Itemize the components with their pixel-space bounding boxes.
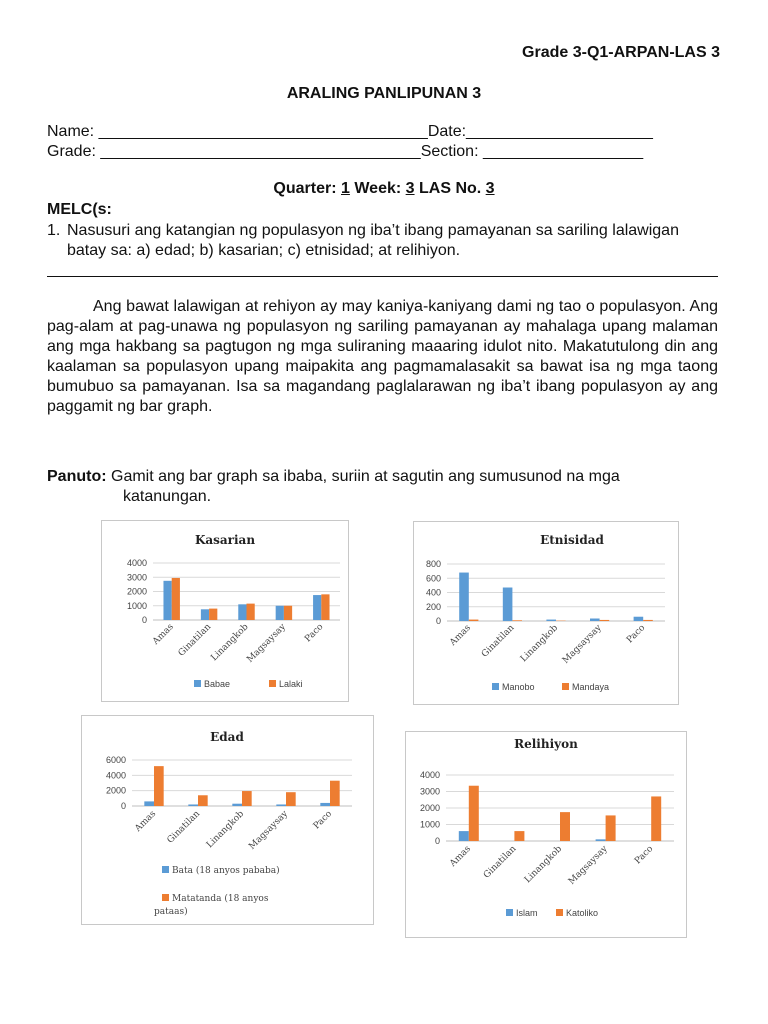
relihiyon-chart-title: Relihiyon	[514, 737, 578, 751]
kasarian-bar-series2	[321, 594, 329, 620]
edad-category-label: Ginatilan	[165, 809, 203, 846]
edad-category-label: Magsaysay	[247, 809, 291, 852]
quarter-value: 1	[341, 180, 350, 197]
etnisidad-bar-series1	[590, 619, 600, 621]
etnisidad-chart-svg	[414, 522, 678, 704]
etnisidad-category-label: Magsaysay	[560, 623, 604, 666]
etnisidad-legend-label: Mandaya	[572, 682, 610, 692]
edad-legend-label: Matatanda (18 anyos pataas)	[154, 894, 269, 917]
document-title: ARALING PANLIPUNAN 3	[286, 85, 482, 102]
etnisidad-y-tick-label: 0	[435, 616, 441, 626]
relihiyon-category-label: Ginatilan	[481, 844, 519, 881]
etnisidad-bar-series2	[512, 620, 522, 621]
relihiyon-legend-label: Katoliko	[566, 908, 599, 918]
edad-legend-swatch	[162, 894, 169, 901]
edad-y-tick-label: 2000	[105, 785, 126, 796]
document-code: Grade 3-Q1-ARPAN-LAS 3	[522, 44, 720, 61]
kasarian-bar-series1	[201, 609, 209, 620]
edad-bar-series2	[286, 792, 296, 806]
relihiyon-category-label: Amas	[448, 844, 473, 869]
melc-item-number: 1.	[47, 222, 61, 239]
name-date-line[interactable]: Name: _____________________________________Date:_____________________	[47, 123, 653, 140]
etnisidad-bar-series2	[469, 620, 479, 621]
relihiyon-category-label: Paco	[633, 844, 656, 867]
week-label: Week:	[349, 180, 406, 197]
etnisidad-bar-series1	[503, 588, 513, 621]
edad-chart-title: Edad	[210, 730, 244, 744]
grade-section-line[interactable]: Grade: ____________________________________Section: __________________	[47, 143, 644, 160]
instructions	[47, 467, 718, 507]
kasarian-legend-label: Babae	[204, 679, 231, 689]
etnisidad-bar-series2	[600, 620, 610, 621]
etnisidad-y-tick-label: 600	[425, 573, 441, 584]
relihiyon-y-tick-label: 2000	[419, 803, 440, 813]
relihiyon-bar-series2	[469, 786, 479, 841]
kasarian-bar-series1	[313, 595, 321, 620]
kasarian-bar-series2	[247, 604, 255, 620]
quarter-week-las	[0, 180, 768, 198]
edad-bar-series2	[154, 766, 164, 806]
etnisidad-y-tick-label: 800	[425, 559, 441, 569]
instructions-text-2: katanungan.	[123, 488, 212, 505]
etnisidad-category-label: Paco	[625, 623, 648, 646]
kasarian-y-tick-label: 2000	[126, 586, 147, 597]
relihiyon-legend-swatch	[506, 909, 513, 916]
relihiyon-bar-series1	[459, 831, 469, 841]
edad-category-label: Paco	[311, 809, 335, 832]
edad-legend-label: Bata (18 anyos pababa)	[172, 866, 280, 876]
relihiyon-y-tick-label: 4000	[419, 770, 440, 780]
kasarian-bar-series2	[284, 606, 292, 620]
kasarian-category-label: Magsaysay	[245, 622, 289, 665]
relihiyon-bar-series1	[596, 839, 606, 841]
edad-y-tick-label: 4000	[105, 770, 126, 781]
chart-etnisidad	[413, 521, 679, 705]
kasarian-category-label: Ginatilan	[176, 622, 214, 659]
relihiyon-bar-series2	[514, 831, 524, 841]
edad-y-tick-label: 0	[120, 801, 126, 811]
edad-category-label: Amas	[133, 809, 159, 834]
intro-paragraph	[47, 297, 718, 417]
kasarian-legend-swatch	[194, 680, 201, 687]
kasarian-y-tick-label: 0	[141, 615, 147, 625]
edad-bar-series2	[242, 791, 252, 806]
las-value: 3	[485, 180, 495, 197]
edad-bar-series1	[232, 804, 242, 806]
edad-legend-swatch	[162, 866, 169, 873]
kasarian-legend-swatch	[269, 680, 276, 687]
kasarian-chart-title: Kasarian	[194, 533, 256, 547]
etnisidad-category-label: Amas	[448, 623, 473, 648]
edad-bar-series1	[276, 804, 286, 806]
relihiyon-bar-series2	[606, 815, 616, 841]
etnisidad-y-tick-label: 200	[425, 601, 441, 612]
etnisidad-bar-series1	[546, 620, 556, 621]
etnisidad-chart-title: Etnisidad	[540, 533, 604, 547]
relihiyon-y-tick-label: 3000	[419, 786, 440, 797]
edad-bar-series1	[188, 804, 198, 806]
relihiyon-y-tick-label: 1000	[419, 819, 440, 830]
kasarian-y-tick-label: 3000	[126, 572, 147, 583]
quarter-label: Quarter:	[273, 180, 341, 197]
melc-heading: MELC(s:	[47, 201, 112, 218]
relihiyon-y-tick-label: 0	[434, 836, 440, 846]
intro-text: Ang bawat lalawigan at rehiyon ay may kaniya-kaniyang dami ng tao o populasyon. Ang pag-alam at pag-unawa ng populasyon ng sariling pamayanan ay mahalaga upang malaman ang mga hakbang sa pagtugon ng mga suliraning maaaring idulot nito. Makatutulong din ang kaalaman sa populasyon upang maipakita ang pagmamalasakit sa bawat isa ng mga taong bumubuo sa pamayanan. Isa sa magandang paglalarawan ng iba’t ibang populasyon ay ang paggamit ng bar graph.	[47, 298, 718, 415]
instructions-text-1: Gamit ang bar graph sa ibaba, suriin at sagutin ang sumusunod na mga	[106, 468, 620, 485]
kasarian-bar-series2	[172, 578, 180, 620]
etnisidad-bar-series1	[459, 573, 469, 621]
edad-bar-series2	[198, 795, 208, 806]
etnisidad-category-label: Linangkob	[518, 623, 561, 665]
etnisidad-category-label: Ginatilan	[479, 623, 517, 660]
kasarian-bar-series1	[276, 606, 284, 620]
kasarian-y-tick-label: 4000	[126, 558, 147, 568]
kasarian-bar-series1	[163, 581, 171, 620]
edad-y-tick-label: 6000	[105, 755, 126, 765]
edad-bar-series1	[320, 803, 330, 806]
relihiyon-category-label: Linangkob	[522, 844, 565, 886]
instructions-label: Panuto:	[47, 468, 107, 485]
chart-kasarian	[101, 520, 349, 702]
kasarian-chart-svg	[102, 521, 348, 701]
kasarian-legend-label: Lalaki	[279, 679, 303, 689]
separator-line	[47, 276, 718, 277]
edad-category-label: Linangkob	[204, 809, 247, 851]
las-label: LAS No.	[414, 180, 486, 197]
kasarian-y-tick-label: 1000	[126, 600, 147, 611]
etnisidad-y-tick-label: 400	[425, 587, 441, 598]
etnisidad-legend-label: Manobo	[502, 682, 535, 692]
chart-edad	[81, 715, 374, 925]
melc-item-text: Nasusuri ang katangian ng populasyon ng iba’t ibang pamayanan sa sariling lalawigan batay sa: a) edad; b) kasarian; c) etnisidad; at relihiyon.	[67, 222, 679, 259]
melc-item	[47, 221, 687, 261]
etnisidad-bar-series2	[643, 620, 653, 621]
relihiyon-bar-series2	[651, 796, 661, 841]
chart-relihiyon	[405, 731, 687, 938]
relihiyon-legend-swatch	[556, 909, 563, 916]
relihiyon-bar-series2	[560, 812, 570, 841]
etnisidad-bar-series1	[634, 617, 644, 621]
kasarian-bar-series2	[209, 609, 217, 620]
edad-bar-series1	[144, 801, 154, 806]
relihiyon-category-label: Magsaysay	[566, 844, 610, 887]
kasarian-category-label: Amas	[151, 622, 176, 647]
relihiyon-legend-label: Islam	[516, 908, 538, 918]
edad-chart-svg	[82, 716, 373, 924]
kasarian-category-label: Linangkob	[209, 622, 251, 664]
kasarian-bar-series1	[238, 604, 246, 620]
etnisidad-legend-swatch	[492, 683, 499, 690]
kasarian-category-label: Paco	[303, 622, 326, 645]
etnisidad-legend-swatch	[562, 683, 569, 690]
relihiyon-chart-svg	[406, 732, 686, 937]
week-value: 3	[405, 180, 415, 197]
edad-bar-series2	[330, 781, 340, 806]
